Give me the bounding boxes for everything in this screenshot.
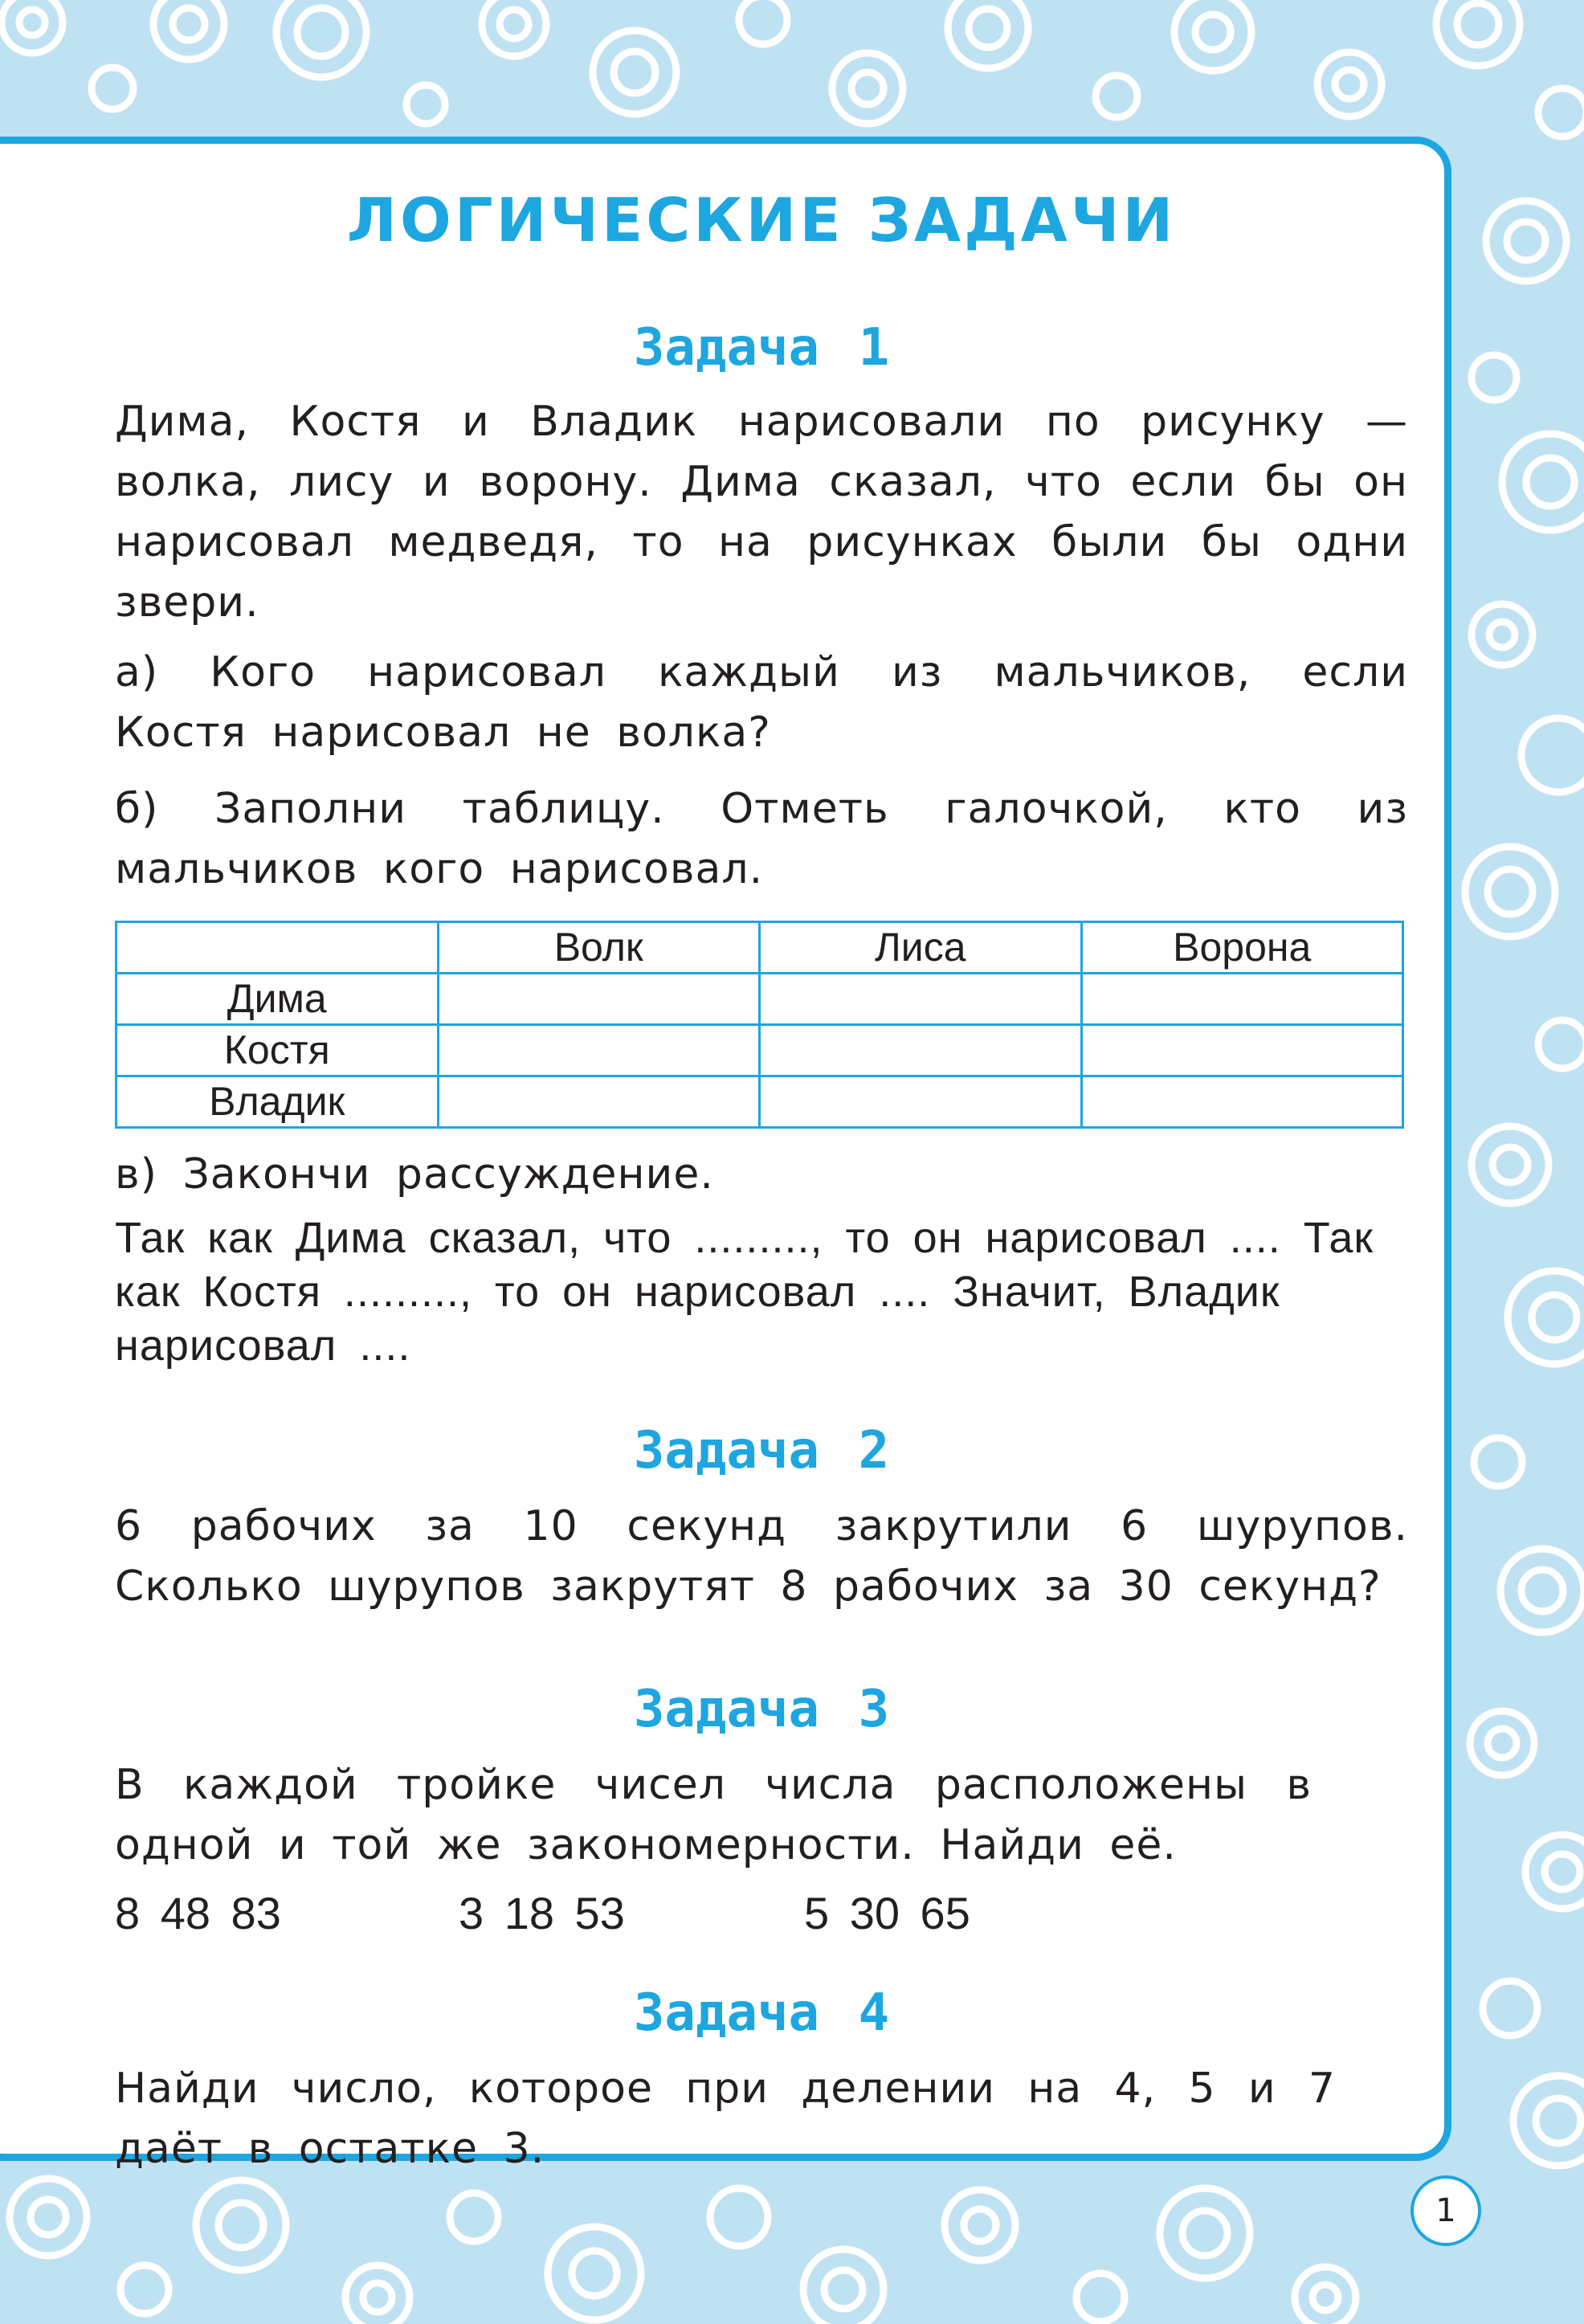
table-header-cell: Ворона xyxy=(1081,922,1403,974)
task1-heading: Задача 1 xyxy=(633,318,890,378)
table-answer-cell[interactable] xyxy=(760,1025,1082,1076)
table-answer-cell[interactable] xyxy=(1081,974,1403,1025)
number-triple: 5 30 65 xyxy=(804,1888,970,1938)
table-row-label: Дима xyxy=(116,974,439,1025)
task2-text: 6 рабочих за 10 секунд закрутили 6 шурупов. Сколько шурупов закрутят 8 рабочих за 30 секунд? xyxy=(115,1502,1408,1611)
task2-heading: Задача 2 xyxy=(633,1421,890,1481)
task4-heading: Задача 4 xyxy=(633,1983,890,2043)
page-content xyxy=(115,161,1408,2179)
task3-text: В каждой тройке чисел числа расположены в одной и той же закономерности. Найди её. xyxy=(115,1761,1312,1869)
task4-text: Найди число, которое при делении на 4, 5 и 7 даёт в остатке 3. xyxy=(115,2065,1336,2173)
table-answer-cell[interactable] xyxy=(1081,1025,1403,1076)
task1-answer-table xyxy=(115,921,1404,1129)
table-row xyxy=(116,974,1403,1025)
table-answer-cell[interactable] xyxy=(1081,1076,1403,1128)
table-answer-cell[interactable] xyxy=(760,1076,1082,1128)
task1-part-a: а) Кого нарисовал каждый из мальчиков, если Костя нарисовал не волка? xyxy=(115,648,1408,757)
task1-reasoning: Так как Дима сказал, что ........., то он нарисовал .... Так как Костя ........., то он нарисовал .... Значит, Владик нарисовал .... xyxy=(115,1214,1374,1370)
table-header-row xyxy=(116,922,1403,974)
task1-part-c: в) Закончи рассуждение. xyxy=(115,1150,714,1199)
page-number-badge: 1 xyxy=(1410,2175,1481,2246)
table-header-cell: Волк xyxy=(438,922,760,974)
table-corner-cell xyxy=(116,922,439,974)
table-answer-cell[interactable] xyxy=(438,974,760,1025)
task3-heading: Задача 3 xyxy=(633,1680,890,1739)
task1-part-b: б) Заполни таблицу. Отметь галочкой, кто из мальчиков кого нарисовал. xyxy=(115,785,1408,893)
table-row-label: Владик xyxy=(116,1076,439,1128)
table-answer-cell[interactable] xyxy=(438,1025,760,1076)
table-header-cell: Лиса xyxy=(760,922,1082,974)
task1-intro: Дима, Костя и Владик нарисовали по рисунку — волка, лису и ворону. Дима сказал, что если бы он нарисовал медведя, то на рисунках были бы одни звери. xyxy=(115,398,1408,627)
task3-number-triples xyxy=(115,1887,1408,1943)
table-row xyxy=(116,1025,1403,1076)
table-answer-cell[interactable] xyxy=(760,974,1082,1025)
page-title: ЛОГИЧЕСКИЕ ЗАДАЧИ xyxy=(346,185,1177,255)
number-triple: 3 18 53 xyxy=(459,1888,625,1938)
table-row-label: Костя xyxy=(116,1025,439,1076)
number-triple: 8 48 83 xyxy=(115,1888,281,1938)
table-row xyxy=(116,1076,1403,1128)
table-answer-cell[interactable] xyxy=(438,1076,760,1128)
